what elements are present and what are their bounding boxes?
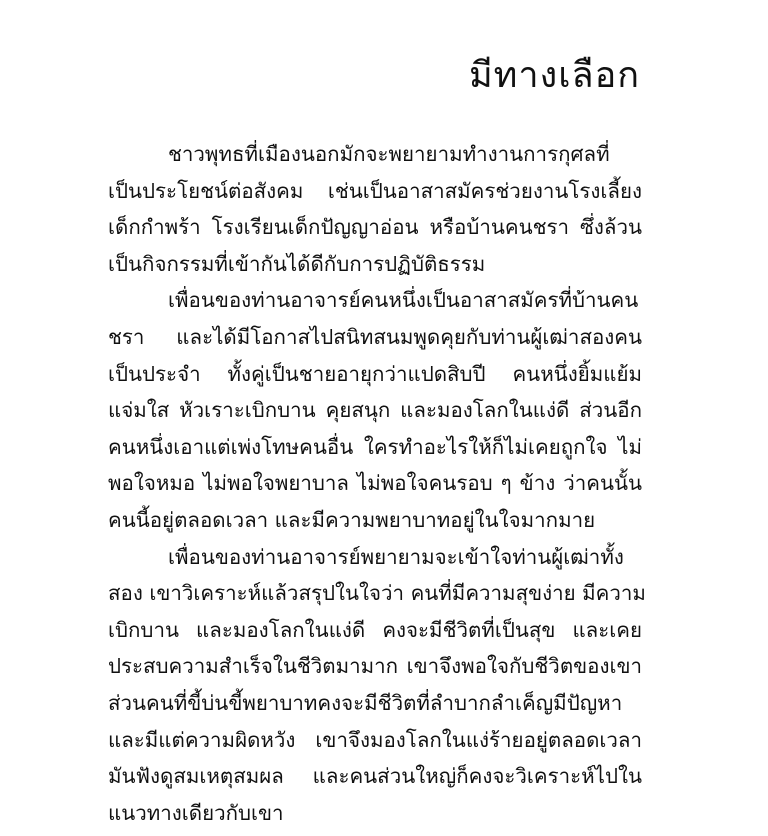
text-line: ส่วนคนที่ขี้บ่นขี้พยาบาทคงจะมีชีวิตที่ลำบากลำเค็ญมีปัญหา xyxy=(108,690,623,715)
text-line: แนวทางเดียวกับเขา xyxy=(108,800,284,825)
text-line: เป็นประโยชน์ต่อสังคม เช่นเป็นอาสาสมัครช่วยงานโรงเลี้ยง xyxy=(108,178,642,203)
text-line: และมีแต่ความผิดหวัง เขาจึงมองโลกในแง่ร้ายอยู่ตลอดเวลา xyxy=(108,727,642,752)
text-line: เบิกบาน และมองโลกในแง่ดี คงจะมีชีวิตที่เป็นสุข และเคย xyxy=(108,617,642,642)
body-text xyxy=(108,136,646,831)
text-line: คนนี้อยู่ตลอดเวลา และมีความพยาบาทอยู่ในใจมากมาย xyxy=(108,507,596,532)
text-line: คนหนึ่งเอาแต่เพ่งโทษคนอื่น ใครทำอะไรให้ก็ไม่เคยถูกใจ ไม่ xyxy=(108,434,642,459)
text-line: เพื่อนของท่านอาจารย์พยายามจะเข้าใจท่านผู้เฒ่าทั้ง xyxy=(168,544,624,569)
text-line: มันฟังดูสมเหตุสมผล และคนส่วนใหญ่ก็คงจะวิเคราะห์ไปใน xyxy=(108,764,642,789)
text-line: แจ่มใส หัวเราะเบิกบาน คุยสนุก และมองโลกในแง่ดี ส่วนอีก xyxy=(108,398,642,423)
page-title: มีทางเลือก xyxy=(468,55,640,96)
text-line: พอใจหมอ ไม่พอใจพยาบาล ไม่พอใจคนรอบ ๆ ข้าง ว่าคนนั้น xyxy=(108,471,642,496)
text-line: ชาวพุทธที่เมืองนอกมักจะพยายามทำงานการกุศลที่ xyxy=(168,142,610,166)
text-line: ชรา และได้มีโอกาสไปสนิทสนมพูดคุยกับท่านผู้เฒ่าสองคน xyxy=(108,324,642,349)
text-line: เด็กกำพร้า โรงเรียนเด็กปัญญาอ่อน หรือบ้านคนชรา ซึ่งล้วน xyxy=(108,215,642,240)
text-line: เป็นประจำ ทั้งคู่เป็นชายอายุกว่าแปดสิบปี คนหนึ่งยิ้มแย้ม xyxy=(108,361,642,386)
text-line: ประสบความสำเร็จในชีวิตมามาก เขาจึงพอใจกับชีวิตของเขา xyxy=(108,654,642,679)
text-line: เป็นกิจกรรมที่เข้ากันได้ดีกับการปฏิบัติธรรม xyxy=(108,251,486,276)
text-line: สอง เขาวิเคราะห์แล้วสรุปในใจว่า คนที่มีความสุขง่าย มีความ xyxy=(108,581,646,606)
text-line: เพื่อนของท่านอาจารย์คนหนึ่งเป็นอาสาสมัครที่บ้านคน xyxy=(168,288,639,313)
